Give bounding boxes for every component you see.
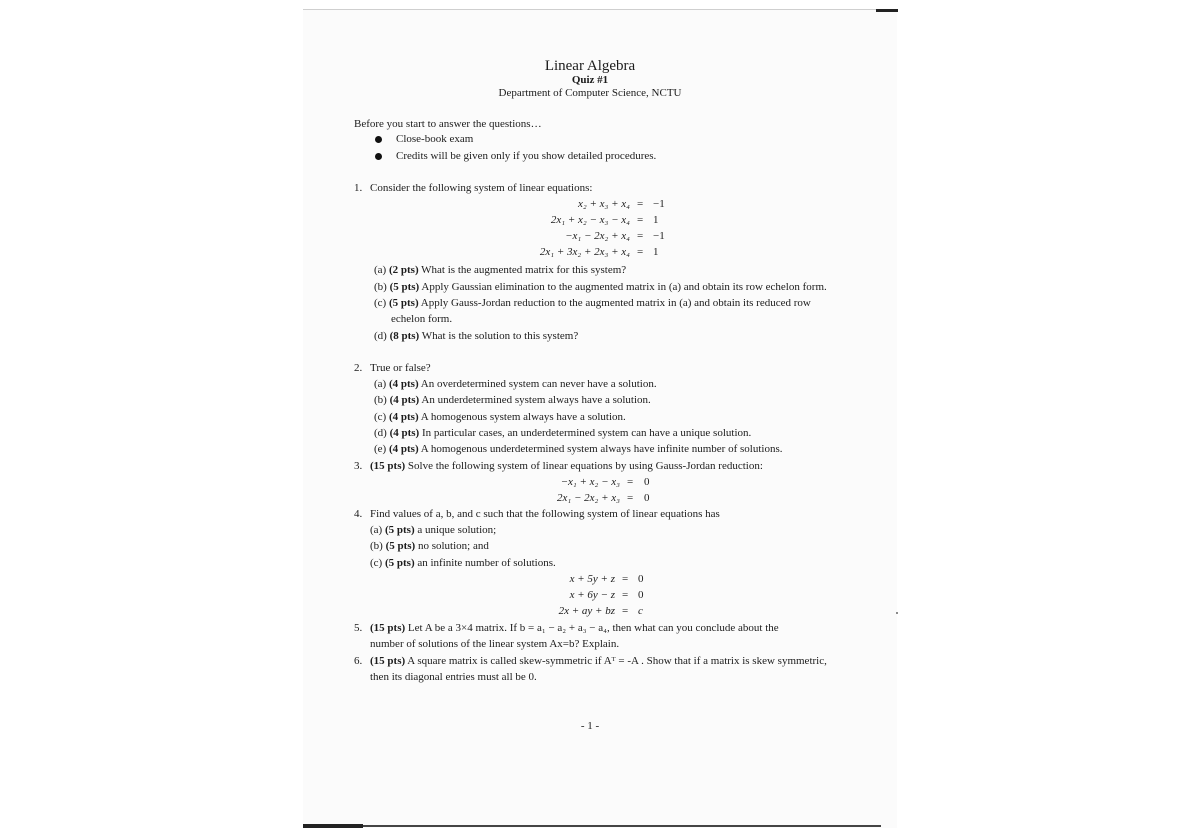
q4-eq2-rhs: 0 [638, 589, 644, 601]
scan-mark [876, 9, 898, 12]
q3-eq1-op: = [627, 476, 634, 488]
q2-text: True or false? [370, 362, 431, 374]
q1-eq4-rhs: 1 [653, 246, 659, 258]
q1-part-a: (a) (2 pts) What is the augmented matrix for this system? [374, 264, 627, 276]
q4-eq1-lhs: x + 5y + z [569, 573, 615, 585]
q1-part-d: (d) (8 pts) What is the solution to this system? [374, 330, 579, 342]
q3-text: (15 pts) Solve the following system of linear equations by using Gauss-Jordan reduction: [370, 460, 763, 472]
q2-number: 2. [354, 362, 363, 374]
q1-part-c: (c) (5 pts) Apply Gauss-Jordan reduction to the augmented matrix in (a) and obtain its reduced row [374, 297, 811, 309]
q2-part-c: (c) (4 pts) A homogenous system always have a solution. [374, 411, 626, 423]
q4-part-a: (a) (5 pts) a unique solution; [370, 524, 497, 536]
page-number: - 1 - [580, 720, 600, 732]
scan-edge-bottom [303, 825, 881, 827]
q4-number: 4. [354, 508, 363, 520]
q1-eq1-rhs: −1 [653, 198, 665, 210]
q6-number: 6. [354, 655, 363, 667]
q4-eq3-lhs: 2x + ay + bz [558, 605, 615, 617]
q4-part-b: (b) (5 pts) no solution; and [370, 540, 489, 552]
q4-eq1-rhs: 0 [638, 573, 644, 585]
q1-part-b: (b) (5 pts) Apply Gaussian elimination to the augmented matrix in (a) and obtain its row echelon form. [374, 281, 827, 293]
q3-eq2-op: = [627, 492, 634, 504]
q2-part-d: (d) (4 pts) In particular cases, an underdetermined system can have a unique solution. [374, 427, 752, 439]
q1-eq3-lhs: −x₁ − 2x₂ + x₄ [565, 230, 630, 242]
q4-eq3-op: = [622, 605, 629, 617]
quiz-number: Quiz #1 [571, 74, 609, 86]
q1-eq3-op: = [637, 230, 644, 242]
department: Department of Computer Science, NCTU [498, 87, 682, 99]
q1-eq3-rhs: −1 [653, 230, 665, 242]
q1-eq2-lhs: 2x₁ + x₂ − x₃ − x₄ [550, 214, 630, 226]
bullet-icon [375, 136, 382, 143]
q2-part-e: (e) (4 pts) A homogenous underdetermined system always have infinite number of solutions. [374, 443, 783, 455]
q1-number: 1. [354, 182, 363, 194]
q1-text: Consider the following system of linear equations: [370, 182, 593, 194]
q2-part-a: (a) (4 pts) An overdetermined system can never have a solution. [374, 378, 657, 390]
q4-part-c: (c) (5 pts) an infinite number of solutions. [370, 557, 556, 569]
q1-eq1-lhs: x₂ + x₃ + x₄ [578, 198, 630, 210]
bullet-icon [375, 153, 382, 160]
intro-bullet: Close-book exam [396, 133, 474, 145]
scan-mark [303, 824, 363, 828]
q3-eq1-rhs: 0 [644, 476, 650, 488]
q4-eq3-rhs: c [638, 605, 643, 617]
intro-bullet: Credits will be given only if you show detailed procedures. [396, 150, 657, 162]
q5-line2: number of solutions of the linear system Ax=b? Explain. [370, 638, 620, 650]
q3-eq1-lhs: −x₁ + x₂ − x₃ [560, 476, 620, 488]
q1-eq1-op: = [637, 198, 644, 210]
q5-number: 5. [354, 622, 363, 634]
page-title: Linear Algebra [544, 58, 636, 74]
q1-eq4-op: = [637, 246, 644, 258]
q1-eq4-lhs: 2x₁ + 3x₂ + 2x₃ + x₄ [539, 246, 630, 258]
q3-eq2-lhs: 2x₁ − 2x₂ + x₃ [557, 492, 620, 504]
q3-number: 3. [354, 460, 363, 472]
q1-part-c-cont: echelon form. [391, 313, 453, 325]
scan-edge-top [303, 9, 897, 10]
intro-lead: Before you start to answer the questions… [354, 118, 542, 130]
q5-line1: (15 pts) Let A be a 3×4 matrix. If b = a₁ − a₂ + a₃ − a₄, then what can you conclude about the [370, 622, 779, 634]
scan-speck [896, 612, 898, 614]
q1-eq2-rhs: 1 [653, 214, 659, 226]
q2-part-b: (b) (4 pts) An underdetermined system always have a solution. [374, 394, 651, 406]
q3-eq2-rhs: 0 [644, 492, 650, 504]
q6-line1: (15 pts) A square matrix is called skew-symmetric if Aᵀ = -A . Show that if a matrix is skew symmetric, [370, 655, 827, 667]
q4-eq2-lhs: x + 6y − z [569, 589, 615, 601]
q4-eq1-op: = [622, 573, 629, 585]
q6-line2: then its diagonal entries must all be 0. [370, 671, 537, 683]
q4-text: Find values of a, b, and c such that the following system of linear equations has [370, 508, 720, 520]
q4-eq2-op: = [622, 589, 629, 601]
q1-eq2-op: = [637, 214, 644, 226]
